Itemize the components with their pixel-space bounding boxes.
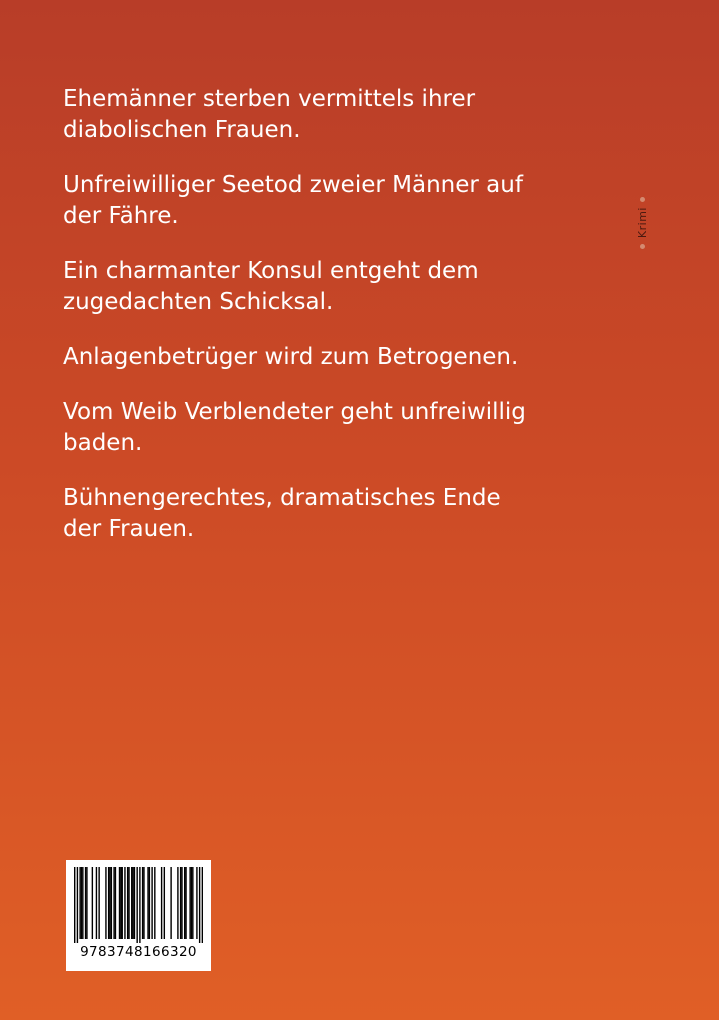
barcode-bar: [120, 867, 121, 939]
barcode-bar: [122, 867, 123, 939]
barcode-bar: [111, 867, 112, 939]
barcode-bar: [180, 867, 181, 939]
barcode-bar: [79, 867, 80, 939]
blurb-paragraph-4: Anlagenbetrüger wird zum Betrogenen.: [63, 344, 519, 370]
blurb-text: [63, 84, 623, 569]
barcode-bar: [147, 867, 148, 939]
barcode-bar: [108, 867, 109, 939]
barcode-bar: [109, 867, 110, 939]
barcode-bar: [196, 867, 197, 939]
isbn-number: 9783748166320: [80, 944, 197, 960]
barcode-bar: [82, 867, 83, 939]
barcode-bar: [124, 867, 125, 939]
barcode-bar: [128, 867, 129, 939]
blurb-paragraph-1: Ehemänner sterben vermittels ihrer diabolischen Frauen.: [63, 86, 476, 143]
barcode-bars: [74, 867, 203, 943]
barcode-bar: [181, 867, 182, 939]
barcode-bar: [199, 867, 200, 943]
blurb-paragraph-5: Vom Weib Verblendeter geht unfreiwillig baden.: [63, 399, 526, 456]
barcode-bar: [113, 867, 114, 939]
barcode-bar: [170, 867, 171, 939]
barcode-bar: [151, 867, 152, 939]
barcode-bar: [127, 867, 128, 939]
barcode-bar: [96, 867, 97, 939]
barcode-bar: [77, 867, 78, 943]
blurb-paragraph-6: Bühnengerechtes, dramatisches Ende der Frauen.: [63, 485, 501, 542]
barcode-bar: [86, 867, 87, 939]
barcode-bar: [105, 867, 106, 939]
spine-dot-top: [640, 197, 645, 202]
blurb-paragraph-3: Ein charmanter Konsul entgeht dem zugedachten Schicksal.: [63, 258, 479, 315]
barcode-bar: [189, 867, 190, 939]
barcode-bar: [132, 867, 133, 939]
barcode-bar: [92, 867, 93, 939]
barcode-bar: [177, 867, 178, 939]
barcode-bar: [185, 867, 186, 939]
barcode-bar: [191, 867, 192, 939]
spine-genre-label: [632, 186, 652, 260]
barcode-bar: [192, 867, 193, 939]
barcode-bar: [115, 867, 116, 939]
blurb-paragraph-2: Unfreiwilliger Seetod zweier Männer auf der Fähre.: [63, 172, 523, 229]
barcode-bar: [134, 867, 135, 939]
spine-dot-bottom: [640, 244, 645, 249]
barcode-bar: [143, 867, 144, 939]
genre-text: Krimi: [635, 207, 649, 239]
barcode-bar: [142, 867, 143, 939]
barcode-bar: [136, 867, 137, 943]
barcode-bar: [81, 867, 82, 939]
isbn-barcode: [66, 860, 211, 971]
barcode-bar: [131, 867, 132, 939]
barcode-bar: [85, 867, 86, 939]
barcode-bar: [74, 867, 75, 943]
barcode-bar: [164, 867, 165, 939]
barcode-bar: [184, 867, 185, 939]
barcode-bar: [161, 867, 162, 939]
barcode-bar: [202, 867, 203, 943]
barcode-bar: [154, 867, 155, 939]
barcode-bar: [149, 867, 150, 939]
barcode-bar: [119, 867, 120, 939]
barcode-bar: [139, 867, 140, 943]
barcode-bar: [98, 867, 99, 939]
